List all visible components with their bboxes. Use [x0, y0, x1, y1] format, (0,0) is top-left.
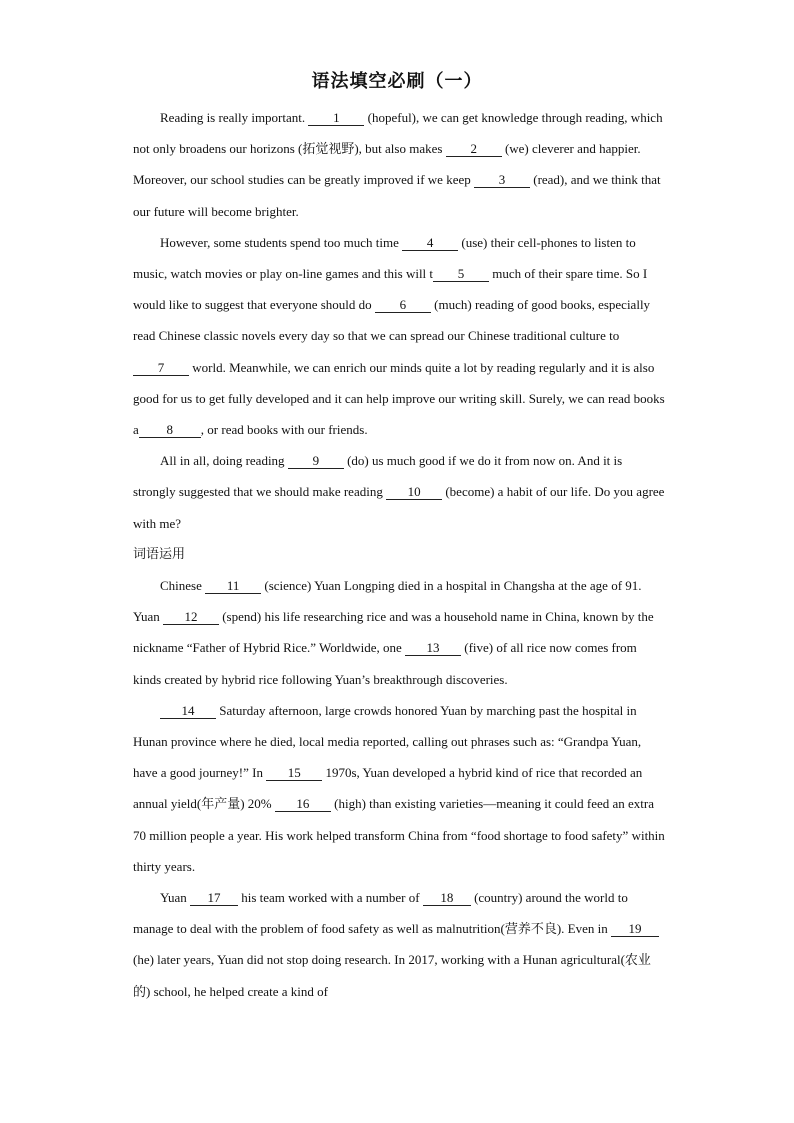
- paragraph-1: Reading is really important. 1 (hopeful), we can get knowledge through reading, which not only broadens our horizons (拓觉视野), but also makes 2 (we) cleverer and happier. Moreover, our school studies can be greatly improved if we keep 3 (read), and we think that our future will become brighter.: [133, 110, 663, 219]
- blank-17[interactable]: 17: [190, 891, 238, 906]
- paragraph-2: However, some students spend too much time 4 (use) their cell-phones to listen to music, watch movies or play on-line games and this will t 5 much of their spare time. So I would like to suggest that everyone should do 6 (much) reading of good books, especially read Chinese classic novels every day so that we can spread our Chinese traditional culture to 7 world. Meanwhile, we can enrich our minds quite a lot by reading regularly and it is also good for us to get fully developed and it can help improve our writing skill. Surely, we can read books a 8 , or read books with our friends.: [133, 234, 665, 438]
- blank-16[interactable]: 16: [275, 797, 331, 812]
- section-heading: 词语运用: [133, 546, 186, 562]
- blank-4[interactable]: 4: [402, 236, 458, 251]
- blank-14[interactable]: 14: [160, 704, 216, 719]
- blank-19[interactable]: 19: [611, 922, 659, 937]
- paragraph-3: All in all, doing reading 9 (do) us much good if we do it from now on. And it is strongly suggested that we should make reading 10 (become) a habit of our life. Do you agree with me?: [133, 453, 665, 531]
- blank-10[interactable]: 10: [386, 485, 442, 500]
- page-title: 语法填空必刷（一）: [311, 71, 483, 92]
- paragraph-4: Chinese 11 (science) Yuan Longping died in a hospital in Changsha at the age of 91. Yuan 12 (spend) his life researching rice and was a household name in China, known by the nickname “Father of Hybrid Rice.” Worldwide, one 13 (five) of all rice now comes from kinds created by hybrid rice following Yuan’s breakthrough discoveries.: [133, 578, 654, 687]
- blank-12[interactable]: 12: [163, 610, 219, 625]
- paragraph-6: Yuan 17 his team worked with a number of 18 (country) around the world to manage to deal with the problem of food safety as well as malnutrition(营养不良). Even in 19 (he) later years, Yuan did not stop doing research. In 2017, working with a Hunan agricultural(农业的) school, he helped create a kind of: [133, 882, 665, 1007]
- passage-body: [133, 102, 665, 1007]
- blank-1[interactable]: 1: [308, 111, 364, 126]
- blank-5[interactable]: 5: [433, 267, 489, 282]
- blank-11[interactable]: 11: [205, 579, 261, 594]
- blank-7[interactable]: 7: [133, 361, 189, 376]
- paragraph-5: 14 Saturday afternoon, large crowds honored Yuan by marching past the hospital in Hunan province where he died, local media reported, calling out phrases such as: “Grandpa Yuan, have a good journey!” In 15 1970s, Yuan developed a hybrid kind of rice that recorded an annual yield(年产量) 20% 16 (high) than existing varieties—meaning it could feed an extra 70 million people a year. His work helped transform China from “food shortage to food safety” within thirty years.: [133, 702, 665, 874]
- blank-2[interactable]: 2: [446, 142, 502, 157]
- blank-15[interactable]: 15: [266, 766, 322, 781]
- blank-9[interactable]: 9: [288, 454, 344, 469]
- blank-8[interactable]: 8: [139, 423, 201, 438]
- blank-13[interactable]: 13: [405, 641, 461, 656]
- blank-18[interactable]: 18: [423, 891, 471, 906]
- blank-3[interactable]: 3: [474, 173, 530, 188]
- blank-6[interactable]: 6: [375, 298, 431, 313]
